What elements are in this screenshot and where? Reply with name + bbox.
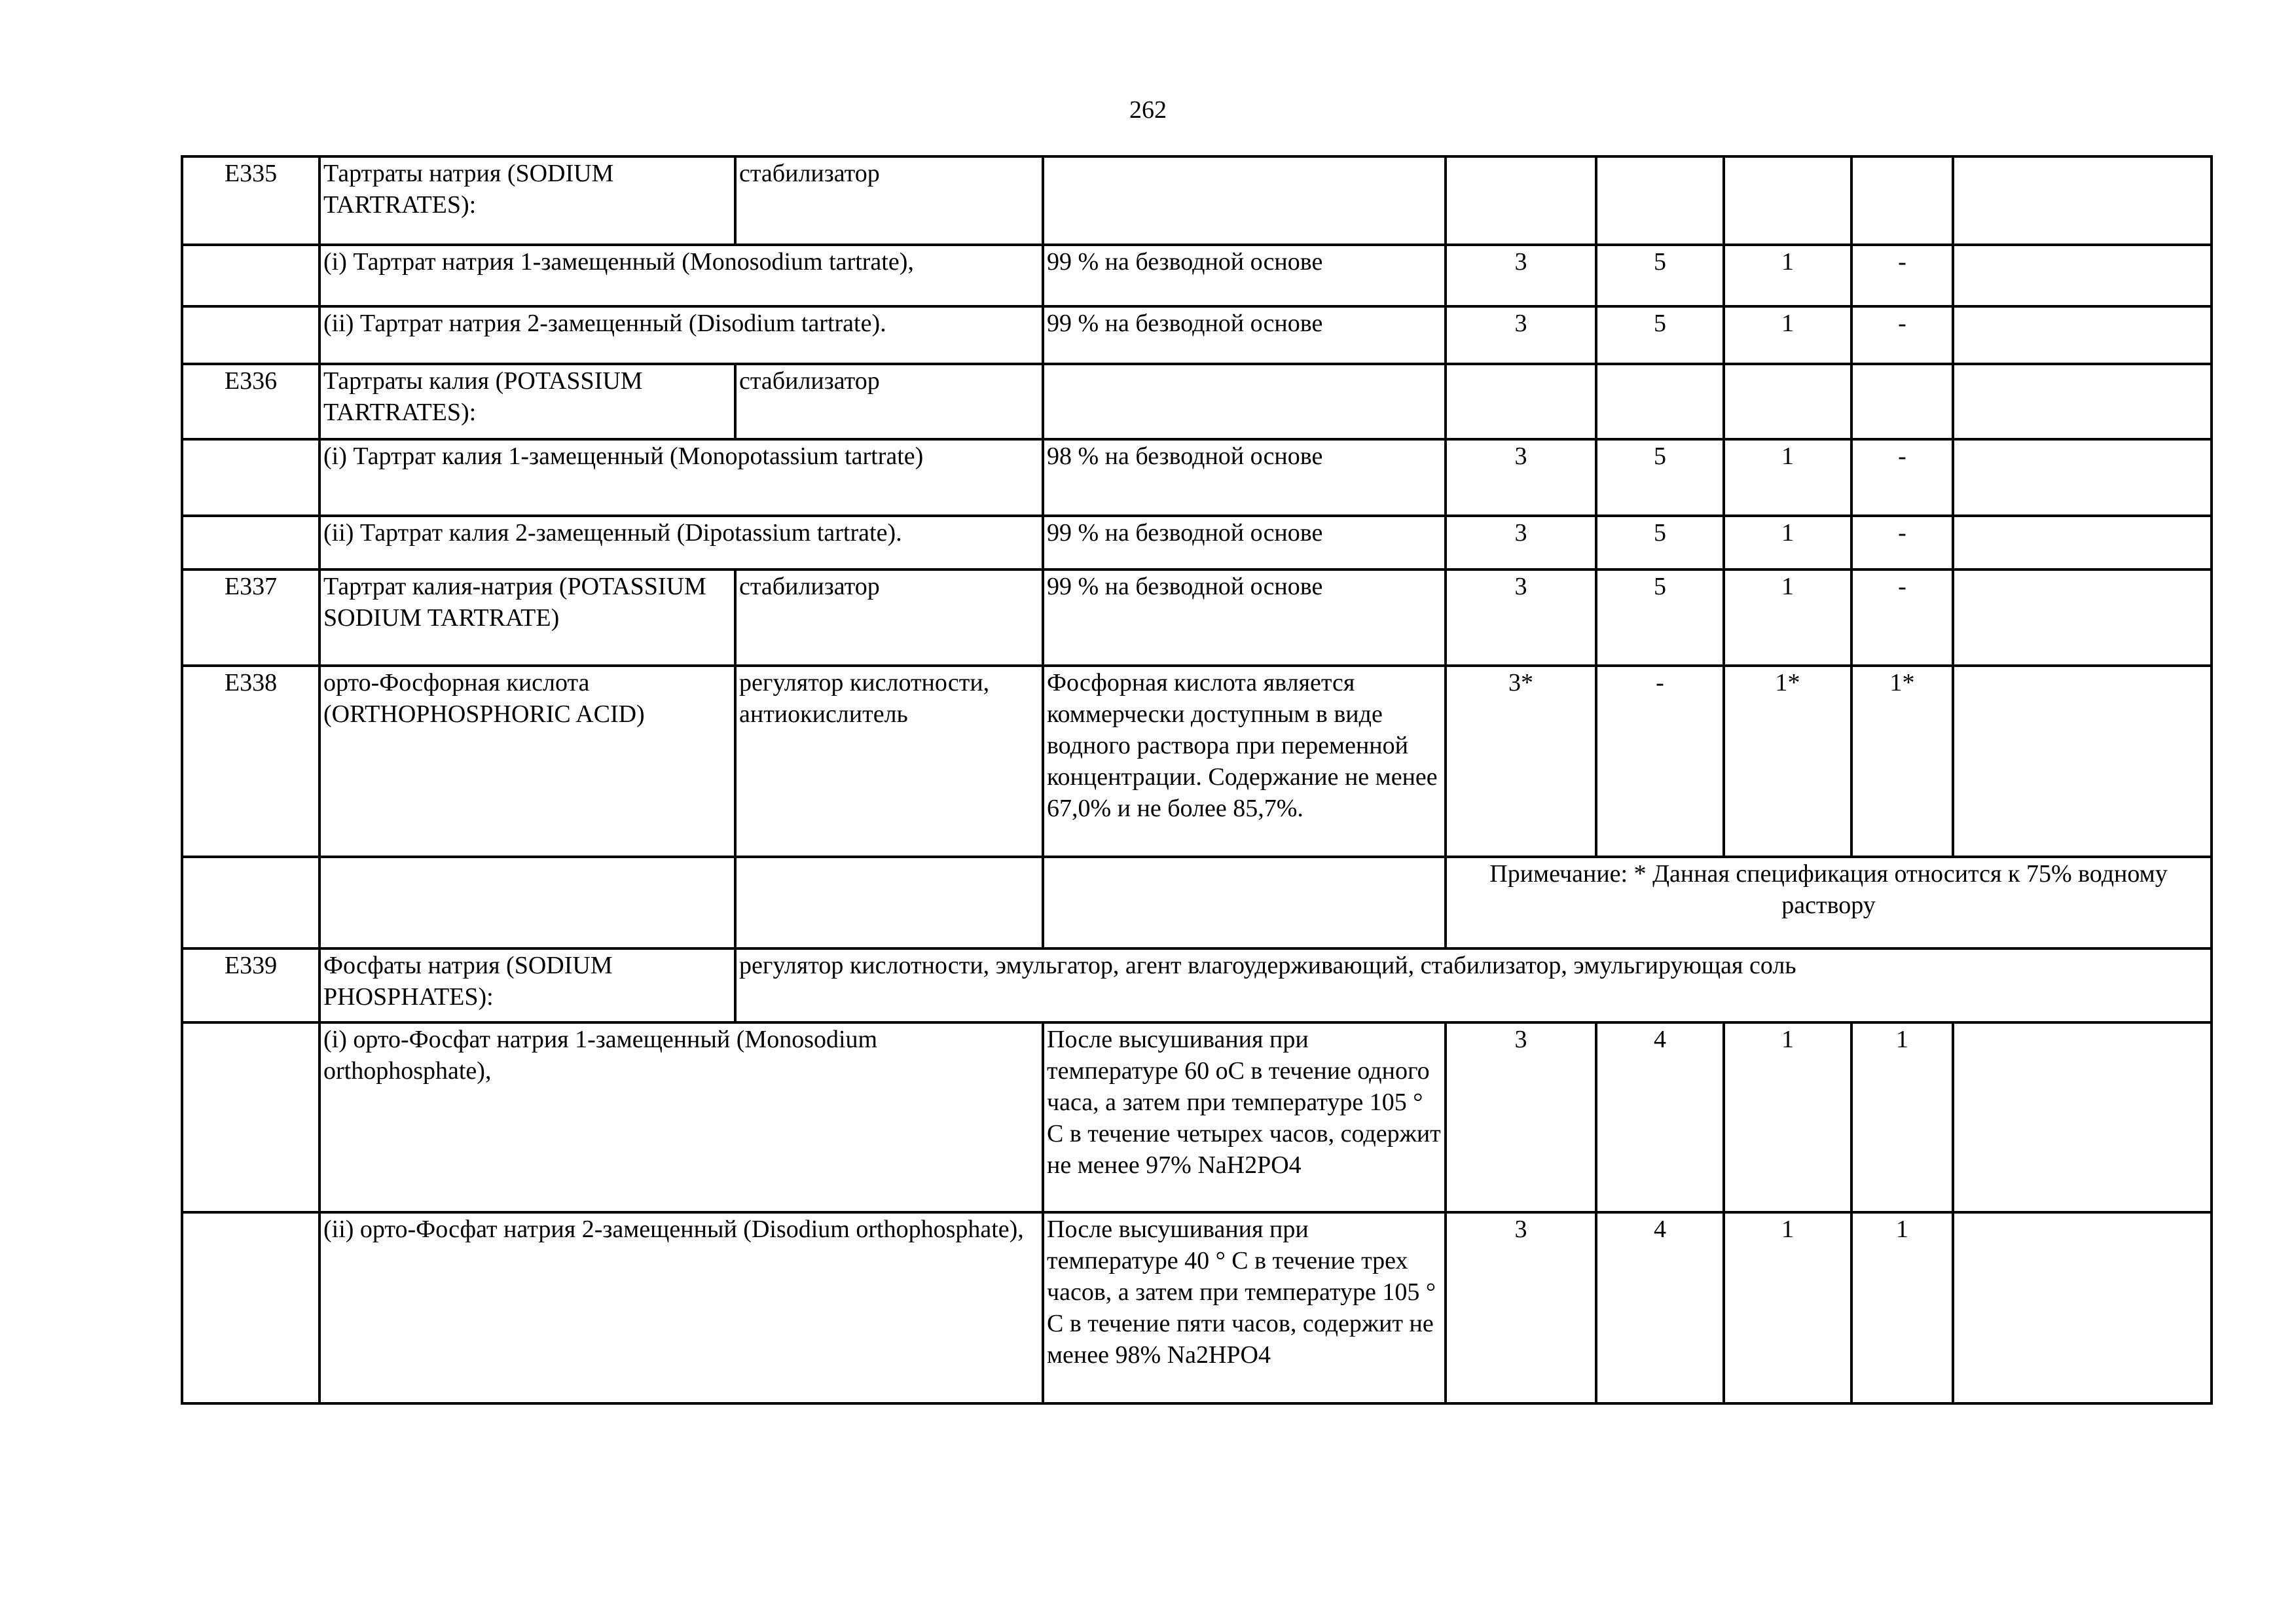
spec-cell: 99 % на безводной основе [1043, 569, 1446, 666]
value-cell: - [1851, 516, 1953, 569]
value-cell: 3 [1446, 1212, 1596, 1403]
additive-name: Тартраты калия (POTASSIUM TARTRATES): [319, 364, 735, 439]
value-cell [1851, 156, 1953, 245]
value-cell: 5 [1596, 516, 1724, 569]
spec-cell: 98 % на безводной основе [1043, 439, 1446, 516]
value-cell [1724, 156, 1851, 245]
value-cell [1953, 306, 2212, 364]
sub-additive-name: (ii) орто-Фосфат натрия 2-замещенный (Disodium orthophosphate), [319, 1212, 1043, 1403]
additive-code [182, 516, 319, 569]
value-cell: - [1851, 439, 1953, 516]
additive-name: орто-Фосфорная кислота (ORTHOPHOSPHORIC ACID) [319, 666, 735, 857]
value-cell: - [1596, 666, 1724, 857]
additive-function: стабилизатор [735, 364, 1043, 439]
value-cell: 3 [1446, 569, 1596, 666]
table-row [182, 516, 2212, 569]
table-row [182, 1022, 2212, 1212]
value-cell: 5 [1596, 245, 1724, 306]
additive-function [735, 857, 1043, 948]
value-cell: 1 [1724, 569, 1851, 666]
value-cell [1953, 666, 2212, 857]
additive-name: Фосфаты натрия (SODIUM PHOSPHATES): [319, 948, 735, 1022]
value-cell [1851, 364, 1953, 439]
table-row [182, 439, 2212, 516]
spec-cell: 99 % на безводной основе [1043, 245, 1446, 306]
additive-code [182, 1022, 319, 1212]
additive-function: стабилизатор [735, 569, 1043, 666]
spec-cell: 99 % на безводной основе [1043, 306, 1446, 364]
additive-code [182, 439, 319, 516]
value-cell: 5 [1596, 306, 1724, 364]
sub-additive-name: (i) Тартрат натрия 1-замещенный (Monosodium tartrate), [319, 245, 1043, 306]
value-cell: 1 [1724, 1022, 1851, 1212]
spec-cell [1043, 156, 1446, 245]
value-cell: 1 [1724, 439, 1851, 516]
spec-cell: 99 % на безводной основе [1043, 516, 1446, 569]
value-cell: 1 [1851, 1212, 1953, 1403]
table-row [182, 245, 2212, 306]
value-cell [1446, 364, 1596, 439]
sub-additive-name: (ii) Тартрат калия 2-замещенный (Dipotassium tartrate). [319, 516, 1043, 569]
value-cell: 1 [1724, 1212, 1851, 1403]
value-cell: 5 [1596, 439, 1724, 516]
additive-name [319, 857, 735, 948]
additive-code: E336 [182, 364, 319, 439]
value-cell: 4 [1596, 1022, 1724, 1212]
value-cell [1953, 1022, 2212, 1212]
value-cell: 1 [1851, 1022, 1953, 1212]
value-cell: 1* [1724, 666, 1851, 857]
spec-cell [1043, 857, 1446, 948]
additive-code [182, 857, 319, 948]
table-row [182, 666, 2212, 857]
value-cell [1446, 156, 1596, 245]
value-cell: 1 [1724, 516, 1851, 569]
additives-spec-table [181, 155, 2213, 1405]
sub-additive-name: (i) Тартрат калия 1-замещенный (Monopotassium tartrate) [319, 439, 1043, 516]
table-row [182, 948, 2212, 1022]
sub-additive-name: (i) орто-Фосфат натрия 1-замещенный (Monosodium orthophosphate), [319, 1022, 1043, 1212]
spec-cell: Фосфорная кислота является коммерчески доступным в виде водного раствора при переменной концентрации. Содержание не менее 67,0% и не более 85,7%. [1043, 666, 1446, 857]
value-cell: 3 [1446, 1022, 1596, 1212]
table-row [182, 364, 2212, 439]
note-cell: Примечание: * Данная спецификация относится к 75% водному раствору [1446, 857, 2212, 948]
value-cell: - [1851, 245, 1953, 306]
value-cell [1596, 364, 1724, 439]
additive-function: стабилизатор [735, 156, 1043, 245]
value-cell: - [1851, 306, 1953, 364]
page-number: 262 [1129, 96, 1167, 124]
value-cell: 1 [1724, 245, 1851, 306]
value-cell [1953, 1212, 2212, 1403]
table-row [182, 569, 2212, 666]
value-cell: 1 [1724, 306, 1851, 364]
value-cell [1953, 245, 2212, 306]
additive-function: регулятор кислотности, эмульгатор, агент влагоудерживающий, стабилизатор, эмульгирующая соль [735, 948, 2212, 1022]
value-cell: 4 [1596, 1212, 1724, 1403]
additive-code [182, 245, 319, 306]
table-row [182, 156, 2212, 245]
value-cell: 3 [1446, 439, 1596, 516]
value-cell [1953, 569, 2212, 666]
value-cell: - [1851, 569, 1953, 666]
table-row [182, 1212, 2212, 1403]
value-cell [1596, 156, 1724, 245]
additive-code: E335 [182, 156, 319, 245]
value-cell: 5 [1596, 569, 1724, 666]
spec-cell: После высушивания при температуре 40 ° С в течение трех часов, а затем при температуре 105 ° С в течение пяти часов, содержит не менее 98% Na2HPO4 [1043, 1212, 1446, 1403]
value-cell: 3 [1446, 306, 1596, 364]
additive-code: E338 [182, 666, 319, 857]
additive-code [182, 1212, 319, 1403]
additive-code: E337 [182, 569, 319, 666]
value-cell: 1* [1851, 666, 1953, 857]
value-cell: 3 [1446, 516, 1596, 569]
value-cell [1953, 156, 2212, 245]
additive-name: Тартрат калия-натрия (POTASSIUM SODIUM TARTRATE) [319, 569, 735, 666]
value-cell: 3* [1446, 666, 1596, 857]
spec-cell: После высушивания при температуре 60 оС в течение одного часа, а затем при температуре 105 ° С в течение четырех часов, содержит не менее 97% NaH2PO4 [1043, 1022, 1446, 1212]
additive-name: Тартраты натрия (SODIUM TARTRATES): [319, 156, 735, 245]
table-row [182, 306, 2212, 364]
value-cell [1953, 439, 2212, 516]
additive-code: E339 [182, 948, 319, 1022]
spec-cell [1043, 364, 1446, 439]
value-cell: 3 [1446, 245, 1596, 306]
sub-additive-name: (ii) Тартрат натрия 2-замещенный (Disodium tartrate). [319, 306, 1043, 364]
additive-function: регулятор кислотности, антиокислитель [735, 666, 1043, 857]
value-cell [1953, 364, 2212, 439]
value-cell [1724, 364, 1851, 439]
value-cell [1953, 516, 2212, 569]
table-row [182, 857, 2212, 948]
additive-code [182, 306, 319, 364]
